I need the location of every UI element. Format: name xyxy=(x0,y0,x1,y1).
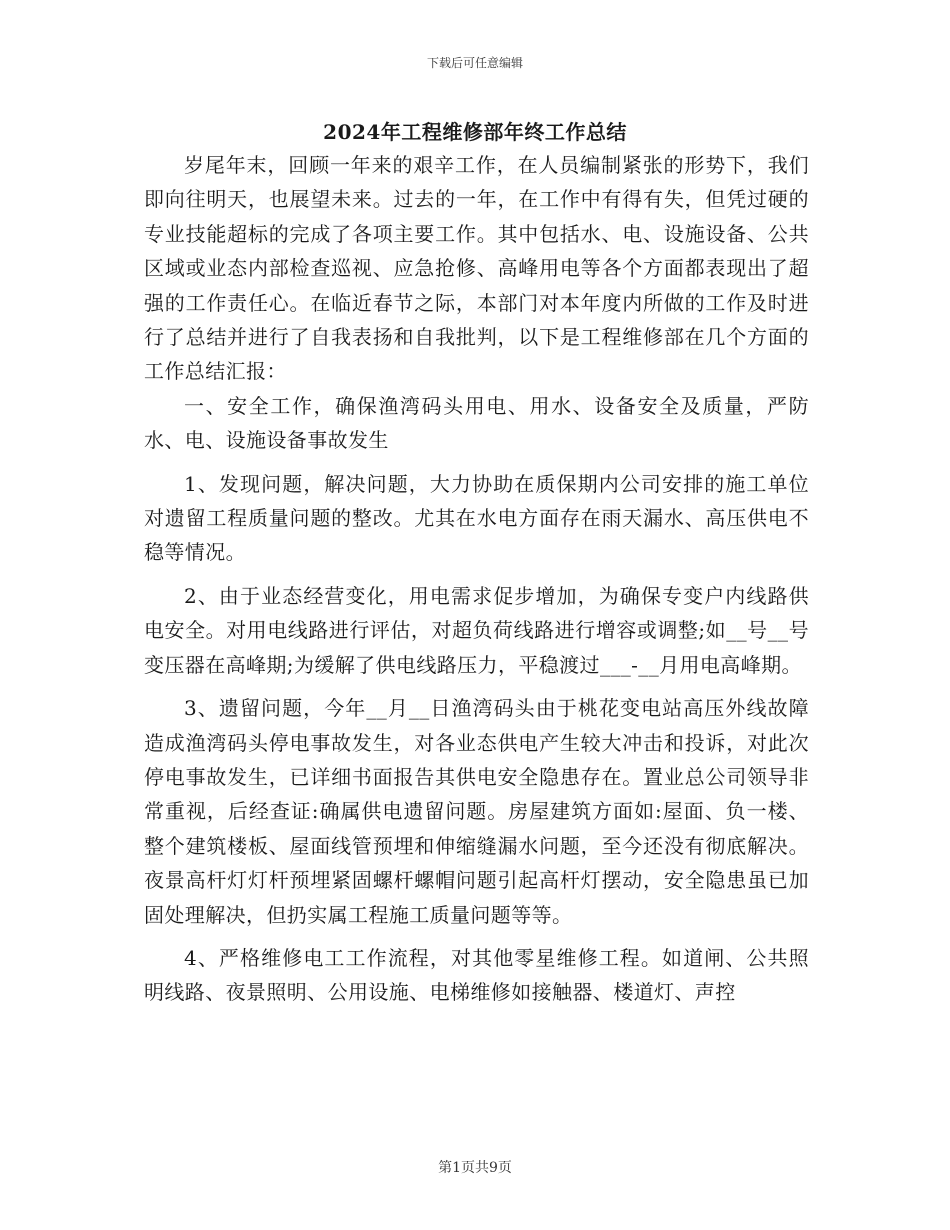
header-note: 下载后可任意编辑 xyxy=(426,56,523,70)
document-title: 2024年工程维修部年终工作总结 xyxy=(323,120,627,144)
paragraph-item-4: 4、严格维修电工工作流程，对其他零星维修工程。如道闸、公共照明线路、夜景照明、公用设施、电梯维修如接触器、楼道灯、声控 xyxy=(144,945,809,1005)
document-body xyxy=(144,148,809,1010)
paragraph-section-heading: 一、安全工作，确保渔湾码头用电、用水、设备安全及质量，严防水、电、设施设备事故发生 xyxy=(144,393,809,453)
page-number: 第1页共9页 xyxy=(438,1160,512,1176)
paragraph-intro: 岁尾年末，回顾一年来的艰辛工作，在人员编制紧张的形势下，我们即向往明天，也展望未来。过去的一年，在工作中有得有失，但凭过硬的专业技能超标的完成了各项主要工作。其中包括水、电、设施设备、公共区域或业态内部检查巡视、应急抢修、高峰用电等各个方面都表现出了超强的工作责任心。在临近春节之际，本部门对本年度内所做的工作及时进行了总结并进行了自我表扬和自我批判，以下是工程维修部在几个方面的工作总结汇报： xyxy=(144,153,809,384)
paragraph-item-3: 3、遗留问题，今年__月__日渔湾码头由于桃花变电站高压外线故障造成渔湾码头停电事故发生，对各业态供电产生较大冲击和投诉，对此次停电事故发生，已详细书面报告其供电安全隐患存在。置业总公司领导非常重视，后经查证:确属供电遗留问题。房屋建筑方面如:屋面、负一楼、整个建筑楼板、屋面线管预埋和伸缩缝漏水问题，至今还没有彻底解决。夜景高杆灯灯杆预埋紧固螺杆螺帽问题引起高杆灯摆动，安全隐患虽已加固处理解决，但扔实属工程施工质量问题等等。 xyxy=(144,696,809,927)
paragraph-item-2: 2、由于业态经营变化，用电需求促步增加，为确保专变户内线路供电安全。对用电线路进行评估，对超负荷线路进行增容或调整;如__号__号变压器在高峰期;为缓解了供电线路压力，平稳渡过___-__月用电高峰期。 xyxy=(144,583,809,677)
paragraph-item-1: 1、发现问题，解决问题，大力协助在质保期内公司安排的施工单位对遗留工程质量问题的整改。尤其在水电方面存在雨天漏水、高压供电不稳等情况。 xyxy=(144,471,809,565)
